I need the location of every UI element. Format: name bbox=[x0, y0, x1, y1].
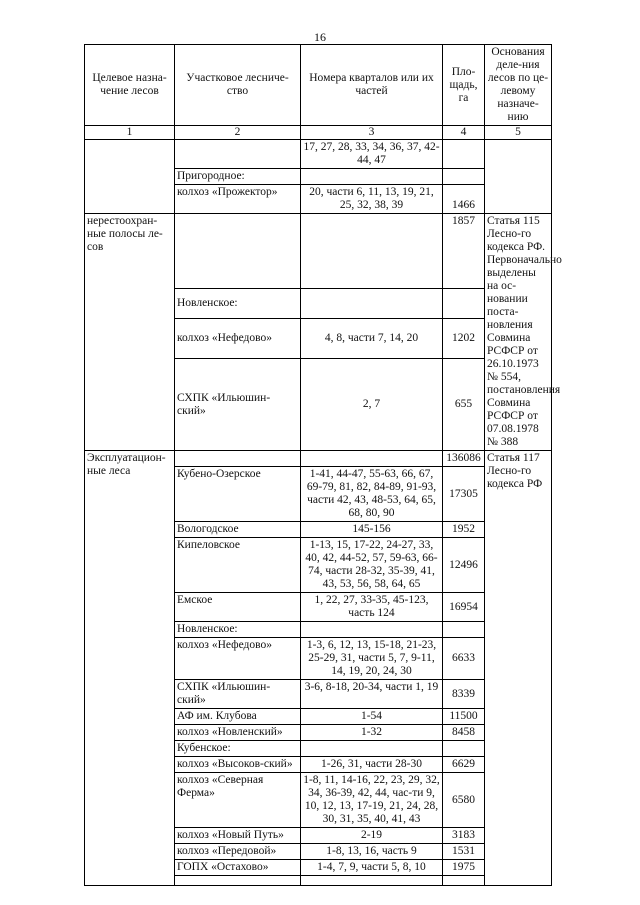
forest-purpose-table bbox=[84, 44, 562, 886]
quarters-cell: 145-156 bbox=[301, 522, 443, 538]
quarters-cell: 1-32 bbox=[301, 725, 443, 741]
quarters-cell: 1-8, 11, 14-16, 22, 23, 29, 32, 34, 36-39, 42, 44, час-ти 9, 10, 12, 13, 17-19, 21, 24, 28, 30, 31, 35, 40, 41, 43 bbox=[301, 773, 443, 828]
district-cell: колхоз «Новленский» bbox=[175, 725, 301, 741]
district-cell: АФ им. Клубова bbox=[175, 709, 301, 725]
area-cell: 1952 bbox=[443, 522, 485, 538]
district-cell: колхоз «Нефедово» bbox=[175, 319, 301, 359]
district-cell: Пригородное: bbox=[175, 169, 301, 185]
area-cell: 1202 bbox=[443, 319, 485, 359]
header-quarters: Номера кварталов или их частей bbox=[301, 45, 443, 126]
area-cell: 136086 bbox=[443, 451, 485, 467]
quarters-cell: 20, части 6, 11, 13, 19, 21, 25, 32, 38, 39 bbox=[301, 185, 443, 214]
column-number: 4 bbox=[443, 126, 485, 140]
district-cell: СХПК «Ильюшин-ский» bbox=[175, 359, 301, 451]
district-cell: Кубено-Озерское bbox=[175, 467, 301, 522]
district-cell: колхоз «Высоков-ский» bbox=[175, 757, 301, 773]
area-cell: 1975 bbox=[443, 860, 485, 876]
basis-cell: Статья 117 Лесно-го кодекса РФ bbox=[485, 451, 552, 886]
area-cell: 17305 bbox=[443, 467, 485, 522]
district-cell: Новленское: bbox=[175, 622, 301, 638]
area-cell: 11500 bbox=[443, 709, 485, 725]
district-cell: колхоз «Новый Путь» bbox=[175, 828, 301, 844]
table-header-row bbox=[85, 45, 552, 126]
area-cell: 1531 bbox=[443, 844, 485, 860]
area-cell: 6580 bbox=[443, 773, 485, 828]
table-row bbox=[85, 140, 552, 169]
column-number: 1 bbox=[85, 126, 175, 140]
district-cell: колхоз «Передовой» bbox=[175, 844, 301, 860]
district-cell: колхоз «Северная Ферма» bbox=[175, 773, 301, 828]
quarters-cell: 1, 22, 27, 33-35, 45-123, часть 124 bbox=[301, 593, 443, 622]
area-cell: 655 bbox=[443, 359, 485, 451]
table-row bbox=[85, 214, 552, 289]
quarters-cell: 1-41, 44-47, 55-63, 66, 67, 69-79, 81, 82, 84-89, 91-93, части 42, 43, 48-53, 64, 65, 68, 80, 90 bbox=[301, 467, 443, 522]
district-cell: колхоз «Нефедово» bbox=[175, 638, 301, 680]
district-cell: ГОПХ «Остахово» bbox=[175, 860, 301, 876]
area-cell: 1466 bbox=[443, 185, 485, 214]
quarters-cell: 1-4, 7, 9, части 5, 8, 10 bbox=[301, 860, 443, 876]
basis-cell: Статья 115 Лесно-го кодекса РФ. Первоначально выделены на ос-новании поста-новления Совмина РСФСР от 26.10.1973 № 554, постановления Совмина РСФСР от 07.08.1978 № 388 bbox=[485, 214, 552, 451]
quarters-cell: 1-26, 31, части 28-30 bbox=[301, 757, 443, 773]
quarters-cell: 1-13, 15, 17-22, 24-27, 33, 40, 42, 44-52, 57, 59-63, 66-74, части 28-32, 35-39, 41, 43, 53, 56, 58, 64, 65 bbox=[301, 538, 443, 593]
column-number: 5 bbox=[485, 126, 552, 140]
quarters-cell: 4, 8, части 7, 14, 20 bbox=[301, 319, 443, 359]
quarters-cell: 1-8, 13, 16, часть 9 bbox=[301, 844, 443, 860]
area-cell: 8339 bbox=[443, 680, 485, 709]
area-cell: 6629 bbox=[443, 757, 485, 773]
purpose-cell: нерестоохран-ные полосы ле-сов bbox=[85, 214, 175, 451]
header-area: Пло-щадь, га bbox=[443, 45, 485, 126]
quarters-cell: 1-54 bbox=[301, 709, 443, 725]
district-cell: СХПК «Ильюшин-ский» bbox=[175, 680, 301, 709]
header-basis: Основания деле-ния лесов по це-левому назначе-нию bbox=[485, 45, 552, 126]
column-number: 2 bbox=[175, 126, 301, 140]
header-purpose: Целевое назна-чение лесов bbox=[85, 45, 175, 126]
page-number: 16 bbox=[314, 30, 326, 44]
district-cell: колхоз «Прожектор» bbox=[175, 185, 301, 214]
area-cell: 16954 bbox=[443, 593, 485, 622]
district-cell: Кубенское: bbox=[175, 741, 301, 757]
area-cell: 3183 bbox=[443, 828, 485, 844]
area-cell: 12496 bbox=[443, 538, 485, 593]
area-cell: 6633 bbox=[443, 638, 485, 680]
table-row bbox=[85, 451, 552, 467]
column-number-row bbox=[85, 126, 552, 140]
district-cell: Новленское: bbox=[175, 289, 301, 319]
purpose-cell: Эксплуатацион-ные леса bbox=[85, 451, 175, 886]
district-cell: Кипеловское bbox=[175, 538, 301, 593]
column-number: 3 bbox=[301, 126, 443, 140]
quarters-cell: 2, 7 bbox=[301, 359, 443, 451]
header-district: Участковое лесниче-ство bbox=[175, 45, 301, 126]
area-cell: 8458 bbox=[443, 725, 485, 741]
quarters-cell: 3-6, 8-18, 20-34, части 1, 19 bbox=[301, 680, 443, 709]
quarters-cell: 1-3, 6, 12, 13, 15-18, 21-23, 25-29, 31, части 5, 7, 9-11, 14, 19, 20, 24, 30 bbox=[301, 638, 443, 680]
quarters-cell: 17, 27, 28, 33, 34, 36, 37, 42-44, 47 bbox=[301, 140, 443, 169]
purpose-cell bbox=[85, 140, 175, 214]
district-cell: Емское bbox=[175, 593, 301, 622]
area-cell: 1857 bbox=[443, 214, 485, 289]
district-cell: Вологодское bbox=[175, 522, 301, 538]
quarters-cell: 2-19 bbox=[301, 828, 443, 844]
